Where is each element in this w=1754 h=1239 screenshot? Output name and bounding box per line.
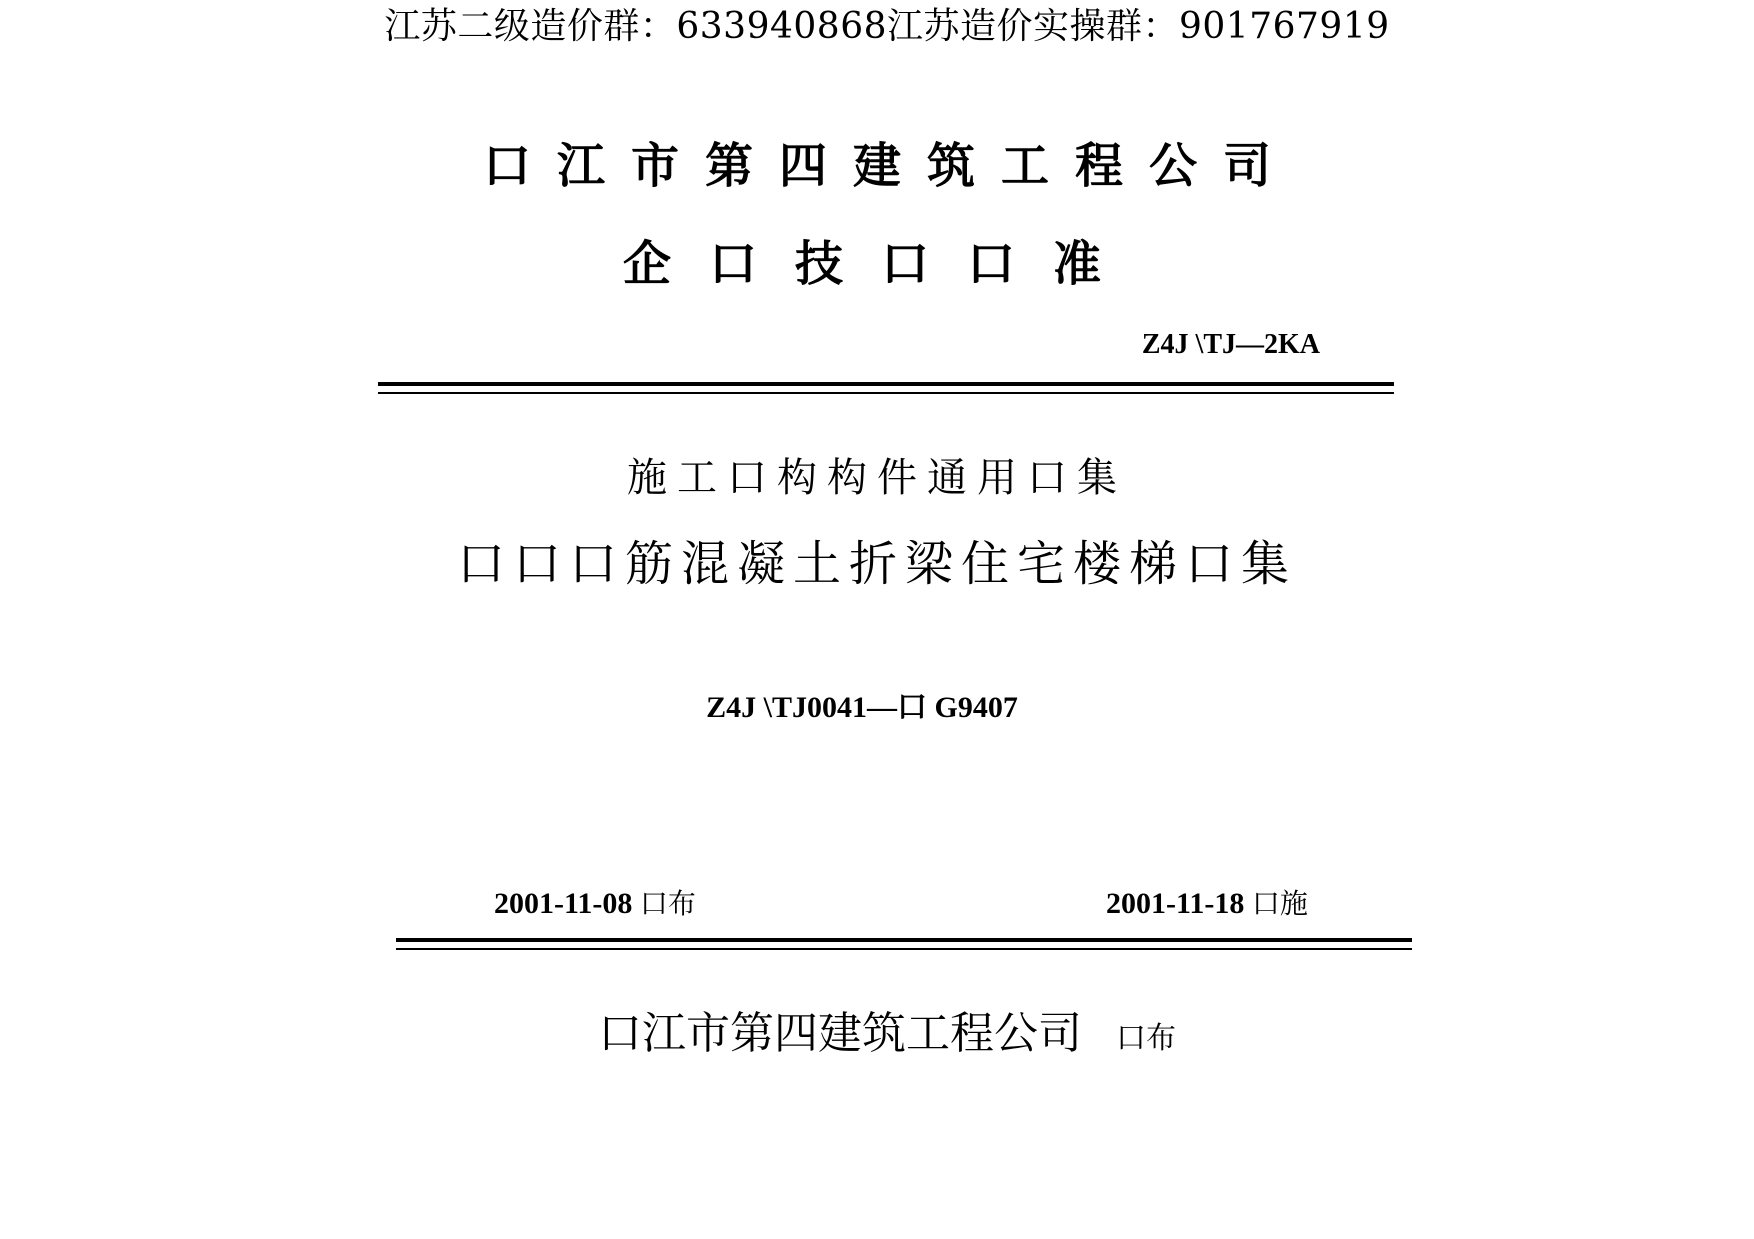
publisher-name: 口江市第四建筑工程公司 [598, 1008, 1082, 1059]
document-code: Z4J \TJ0041—口 G9407 [706, 691, 1018, 724]
issue-date: 2001-11-08 [494, 887, 633, 920]
bottom-double-rule [396, 938, 1412, 950]
top-double-rule [378, 382, 1394, 394]
issue-date-line [494, 886, 696, 922]
standard-code: Z4J \TJ—2KA [1141, 329, 1320, 360]
main-title: 口口口筋混凝土折梁住宅楼梯口集 [456, 536, 1297, 592]
effective-label: 口施 [1251, 887, 1308, 920]
header-group-info: 江苏二级造价群：633940868江苏造价实操群：901767919 [384, 6, 1390, 47]
publisher-line [0, 1004, 1754, 1069]
series-title: 施工口构构件通用口集 [627, 455, 1127, 501]
effective-date: 2001-11-18 [1106, 887, 1245, 920]
effective-date-line [1106, 886, 1308, 922]
company-title: 口江市第四建筑工程公司 [482, 138, 1297, 194]
issue-label: 口布 [639, 887, 696, 920]
standard-type-title: 企口技口口准 [622, 236, 1139, 292]
publisher-label: 口布 [1116, 1021, 1176, 1056]
